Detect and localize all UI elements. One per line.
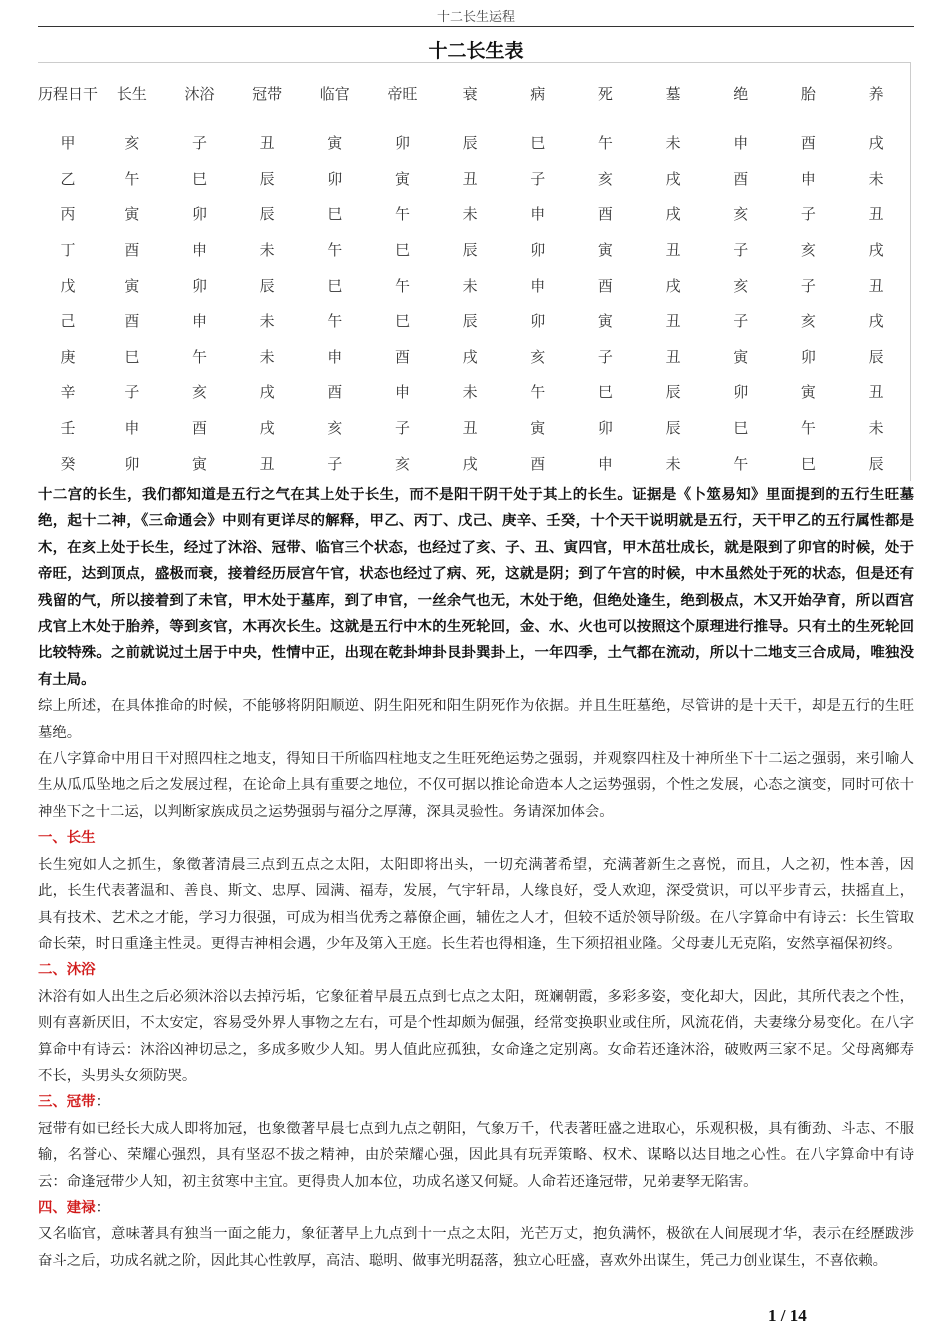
branch-cell: 午: [327, 241, 343, 260]
branch-cell: 午: [800, 419, 816, 438]
branch-cell: 寅: [800, 383, 816, 402]
branch-cell: 酉: [394, 347, 410, 366]
table-row: [38, 267, 910, 303]
branch-cell: 申: [124, 419, 140, 438]
branch-cell: 午: [327, 312, 343, 331]
branch-cell: 巳: [394, 241, 410, 260]
branch-cell: 子: [733, 312, 749, 331]
branch-cell: 亥: [530, 347, 546, 366]
branch-cell: 辰: [462, 241, 478, 260]
branch-cell: 卯: [597, 419, 613, 438]
branch-cell: 寅: [597, 241, 613, 260]
section-heading: [38, 1195, 914, 1221]
branch-cell: 酉: [124, 241, 140, 260]
page-number: [768, 1306, 807, 1326]
branch-cell: 申: [530, 276, 546, 295]
section-heading: [38, 825, 914, 851]
branch-cell: 戌: [868, 312, 884, 331]
stem-cell: 丁: [60, 241, 76, 260]
branch-cell: 午: [394, 276, 410, 295]
stem-cell: 癸: [60, 454, 76, 473]
section-paragraph: 又名临官，意味著具有独当一面之能力，象征著早上九点到十一点之太阳，光芒万丈，抱负满怀，极欲在人间展现才华，表示在经歷跋涉奋斗之后，功成名就之阶，因此其心性敦厚，高洁、聪明、做事光明磊落，独立心旺盛，喜欢外出谋生，凭己力创业谋生，不喜依赖。: [38, 1226, 914, 1269]
branch-cell: 戌: [259, 419, 275, 438]
branch-cell: 卯: [733, 383, 749, 402]
branch-cell: 戌: [462, 454, 478, 473]
branch-cell: 未: [665, 454, 681, 473]
branch-cell: 卯: [530, 241, 546, 260]
branch-cell: 辰: [259, 169, 275, 188]
table-row: [38, 410, 910, 446]
branch-cell: 卯: [327, 169, 343, 188]
branch-cell: 辰: [868, 347, 884, 366]
branch-cell: 丑: [259, 454, 275, 473]
branch-cell: 戌: [665, 205, 681, 224]
header-cell: 养: [868, 85, 884, 103]
branch-cell: 亥: [733, 276, 749, 295]
branch-cell: 子: [530, 169, 546, 188]
branch-cell: 卯: [530, 312, 546, 331]
branch-cell: 丑: [665, 241, 681, 260]
branch-cell: 丑: [868, 276, 884, 295]
branch-cell: 申: [191, 312, 207, 331]
branch-cell: 未: [259, 241, 275, 260]
branch-cell: 丑: [868, 205, 884, 224]
branch-cell: 寅: [530, 419, 546, 438]
branch-cell: 子: [800, 276, 816, 295]
table-row: [38, 125, 910, 161]
header-cell: 沐浴: [184, 85, 215, 103]
table-row: [38, 161, 910, 197]
branch-cell: 亥: [733, 205, 749, 224]
stem-cell: 壬: [60, 419, 76, 438]
stem-cell: 丙: [60, 205, 76, 224]
branch-cell: 巳: [733, 419, 749, 438]
method-paragraph: 在八字算命中用日干对照四柱之地支，得知日干所临四柱地支之生旺死绝运势之强弱，并观察四柱及十神所坐下十二运之强弱，来引喻人生从瓜瓜坠地之后之发展过程，在论命上具有重要之地位，不仅可据以推论命造本人之运势强弱，个性之发展，心态之演变，同时可依十神坐下之十二运，以判断家族成员之运势强弱与福分之厚薄，深具灵验性。务请深加体会。: [38, 751, 914, 820]
branch-cell: 亥: [800, 241, 816, 260]
branch-cell: 亥: [191, 383, 207, 402]
header-cell: 病: [530, 85, 546, 103]
header-cell: 胎: [800, 85, 816, 103]
header-cell: 冠带: [252, 85, 283, 103]
branch-cell: 酉: [191, 419, 207, 438]
branch-cell: 丑: [462, 419, 478, 438]
branch-cell: 辰: [868, 454, 884, 473]
branch-cell: 巳: [327, 205, 343, 224]
table-row: [38, 232, 910, 268]
table-row: [38, 196, 910, 232]
branch-cell: 丑: [665, 347, 681, 366]
branch-cell: 亥: [124, 134, 140, 153]
branch-cell: 午: [124, 169, 140, 188]
branch-cell: 寅: [733, 347, 749, 366]
branch-cell: 巳: [327, 276, 343, 295]
section-heading: [38, 1089, 914, 1115]
branch-cell: 未: [868, 419, 884, 438]
branch-cell: 申: [394, 383, 410, 402]
branch-cell: 亥: [597, 169, 613, 188]
branch-cell: 酉: [327, 383, 343, 402]
branch-cell: 未: [259, 312, 275, 331]
branch-cell: 辰: [462, 134, 478, 153]
branch-cell: 申: [327, 347, 343, 366]
branch-cell: 寅: [394, 169, 410, 188]
header-cell: 死: [597, 85, 613, 103]
branch-cell: 酉: [530, 454, 546, 473]
table-row: [38, 374, 910, 410]
branch-cell: 子: [394, 419, 410, 438]
branch-cell: 午: [191, 347, 207, 366]
section-paragraph: 冠带有如已经长大成人即将加冠，也象徵著早晨七点到九点之朝阳，气象万千，代表著旺盛之进取心，乐观积极，具有衝劲、斗志、不服输，名誉心、荣耀心强烈，具有坚忍不拔之精神，由於荣耀心强，因此具有玩弄策略、权术、谋略以达目地之心性。在八字算命中有诗云：命逢冠带少人知，初主贫寒中主宜。更得贵人加本位，功成名遂又何疑。人命若还逢冠带，兄弟妻孥无陷害。: [38, 1120, 914, 1190]
branch-cell: 卯: [124, 454, 140, 473]
branch-cell: 酉: [800, 134, 816, 153]
branch-cell: 巳: [191, 169, 207, 188]
branch-cell: 巳: [597, 383, 613, 402]
branch-cell: 未: [462, 383, 478, 402]
table-row: [38, 445, 910, 481]
header-cell: 长生: [116, 85, 147, 103]
branch-cell: 申: [191, 241, 207, 260]
table-row: [38, 303, 910, 339]
branch-cell: 亥: [800, 312, 816, 331]
summary-paragraph: 综上所述，在具体推命的时候，不能够将阴阳顺逆、阴生阳死和阳生阴死作为依据。并且生旺墓绝，尽管讲的是十天干，却是五行的生旺墓绝。: [38, 698, 914, 741]
branch-cell: 子: [327, 454, 343, 473]
section-paragraph: 长生宛如人之抓生，象徵著清晨三点到五点之太阳，太阳即将出头，一切充满著希望，充满著新生之喜悦，而且，人之初，性本善，因此，长生代表著温和、善良、斯文、忠厚、园满、福寿，发展，气宇轩昂，人缘良好，受人欢迎，深受赏识，可以平步青云，扶摇直上，具有技术、艺术之才能，学习力很强，可成为相当优秀之幕僚企画，辅佐之人才，但较不适於领导阶级。在八字算命中有诗云：长生管取命长荣，时日重逢主性灵。更得吉神相会遇，少年及第入王庭。长生若也得相逢，生下须招祖业隆。父母妻儿无克陷，安然享福保初终。: [38, 856, 914, 952]
document-title: 十二长生运程: [436, 10, 515, 25]
branch-cell: 酉: [733, 169, 749, 188]
branch-cell: 丑: [665, 312, 681, 331]
header-cell-day-stem: 历程日干: [38, 85, 99, 103]
branch-cell: 寅: [327, 134, 343, 153]
branch-cell: 子: [124, 383, 140, 402]
branch-cell: 未: [259, 347, 275, 366]
stem-cell: 甲: [60, 134, 76, 153]
branch-cell: 申: [800, 169, 816, 188]
table-row: [38, 339, 910, 375]
branch-cell: 辰: [665, 419, 681, 438]
branch-cell: 戌: [259, 383, 275, 402]
branch-cell: 辰: [259, 276, 275, 295]
section-heading-label: 三、冠带: [38, 1093, 96, 1111]
stem-cell: 庚: [60, 347, 76, 366]
branch-cell: 寅: [124, 205, 140, 224]
branch-cell: 未: [462, 276, 478, 295]
branch-cell: 丑: [868, 383, 884, 402]
branch-cell: 子: [191, 134, 207, 153]
section-heading-colon: ：: [95, 1094, 110, 1111]
branch-cell: 亥: [394, 454, 410, 473]
branch-cell: 卯: [800, 347, 816, 366]
branch-cell: 卯: [191, 205, 207, 224]
branch-cell: 子: [733, 241, 749, 260]
branch-cell: 酉: [597, 205, 613, 224]
branch-cell: 午: [733, 454, 749, 473]
branch-cell: 巳: [530, 134, 546, 153]
branch-cell: 巳: [800, 454, 816, 473]
stem-cell: 乙: [60, 169, 76, 188]
branch-cell: 未: [462, 205, 478, 224]
branch-cell: 丑: [462, 169, 478, 188]
branch-cell: 申: [530, 205, 546, 224]
branch-cell: 戌: [868, 134, 884, 153]
section-heading-colon: ：: [95, 1199, 110, 1216]
branch-cell: 未: [665, 134, 681, 153]
branch-cell: 卯: [191, 276, 207, 295]
branch-cell: 子: [597, 347, 613, 366]
branch-cell: 卯: [394, 134, 410, 153]
section-heading: [38, 957, 914, 983]
section-paragraph: 沐浴有如人出生之后必须沐浴以去掉污垢，它象征着早晨五点到七点之太阳，斑斓朝霞，多彩多姿，变化却大，因此，其所代表之个性，则有喜新厌旧，不太安定，容易受外界人事物之左右，可是个性却颇为倔强，经常变换职业或住所，风流花俏，夫妻缘分易变化。在八字算命中有诗云：沐浴凶神切忌之，多成多败少人知。男人值此应孤独，女命逢之定别离。女命若还逢沐浴，破败两三家不足。父母离鄉寿不长，头男头女须防哭。: [38, 988, 914, 1084]
header-cell: 临官: [319, 85, 350, 103]
article-body: [38, 482, 914, 1274]
header-cell: 衰: [462, 85, 478, 103]
branch-cell: 未: [868, 169, 884, 188]
header-cell: 墓: [665, 85, 681, 103]
running-header: [38, 6, 914, 27]
twelve-stages-table: [38, 63, 910, 481]
branch-cell: 戌: [665, 276, 681, 295]
total-pages: 14: [789, 1306, 807, 1325]
header-cell: 绝: [733, 85, 749, 103]
branch-cell: 丑: [259, 134, 275, 153]
section-heading-label: 一、长生: [38, 829, 96, 847]
stem-cell: 己: [60, 312, 76, 331]
intro-paragraph: 十二宫的长生，我们都知道是五行之气在其上处于长生，而不是阳干阴干处于其上的长生。证据是《卜筮易知》里面提到的五行生旺墓绝，起十二神，《三命通会》中则有更详尽的解释，甲乙、丙丁、戊己、庚辛、壬癸，十个天干说明就是五行，天干甲乙的五行属性都是木，在亥上处于长生，经过了沐浴、冠带、临官三个状态，也经过了亥、子、丑、寅四官，甲木茁壮成长，就是限到了卯官的时候，处于帝旺，达到顶点，盛极而衰，接着经历辰宫午官，状态也经过了病、死，这就是阴；到了午宫的时候，中木虽然处于死的状态，但是还有残留的气，所以接着到了未官，甲木处于墓库，到了申官，一丝余气也无，木处于绝，但绝处逢生，绝到极点，木又开始孕育，所以酉宫戌官上木处于胎养，等到亥官，木再次长生。这就是五行中木的生死轮回，金、水、火也可以按照这个原理进行推导。只有土的生死轮回比较特殊。之前就说过土居于中央，性情中正，出现在乾卦坤卦艮卦巽卦上，一年四季，土气都在流动，所以十二地支三合成局，唯独没有土局。: [38, 486, 914, 688]
branch-cell: 寅: [124, 276, 140, 295]
section-heading-label: 四、建禄: [38, 1198, 96, 1216]
twelve-stages-table-box: [38, 62, 911, 481]
branch-cell: 辰: [665, 383, 681, 402]
branch-cell: 酉: [597, 276, 613, 295]
stem-cell: 戊: [60, 276, 76, 295]
branch-cell: 寅: [191, 454, 207, 473]
branch-cell: 申: [597, 454, 613, 473]
branch-cell: 午: [530, 383, 546, 402]
table-header-row: [38, 63, 910, 125]
branch-cell: 子: [800, 205, 816, 224]
branch-cell: 戌: [665, 169, 681, 188]
branch-cell: 巳: [394, 312, 410, 331]
page-separator: /: [776, 1306, 790, 1325]
branch-cell: 午: [597, 134, 613, 153]
current-page: 1: [768, 1306, 777, 1325]
branch-cell: 申: [733, 134, 749, 153]
branch-cell: 辰: [259, 205, 275, 224]
branch-cell: 巳: [124, 347, 140, 366]
branch-cell: 午: [394, 205, 410, 224]
branch-cell: 寅: [597, 312, 613, 331]
header-cell: 帝旺: [387, 85, 418, 103]
table-title: 十二长生表: [428, 40, 524, 62]
branch-cell: 戌: [462, 347, 478, 366]
branch-cell: 辰: [462, 312, 478, 331]
branch-cell: 亥: [327, 419, 343, 438]
branch-cell: 戌: [868, 241, 884, 260]
branch-cell: 酉: [124, 312, 140, 331]
section-heading-label: 二、沐浴: [38, 961, 96, 979]
stem-cell: 辛: [60, 383, 76, 402]
